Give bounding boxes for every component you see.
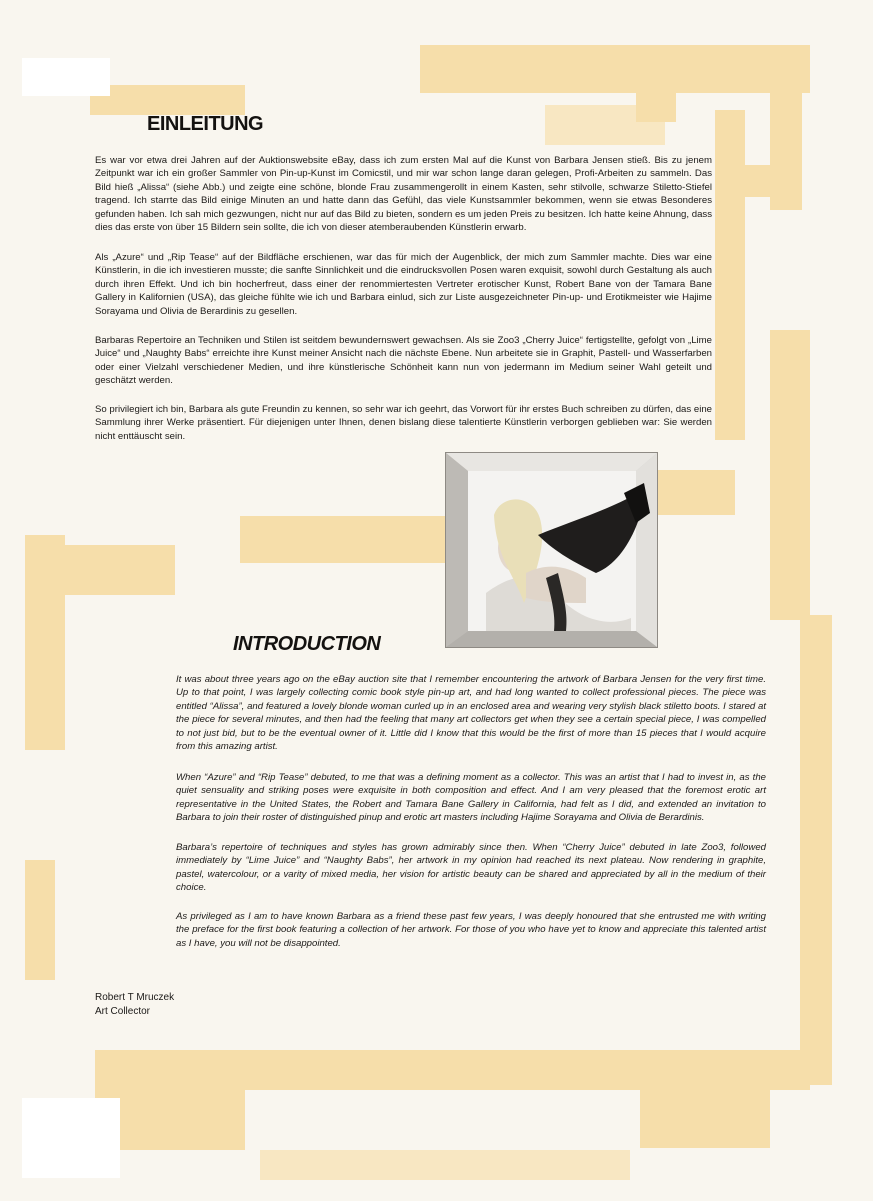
deco-right-column-upper xyxy=(715,110,745,440)
english-paragraph-1: It was about three years ago on the eBay auction site that I remember encountering the artwork of Barbara Jensen for the very first time. Up to that point, I was largely collecting comic book style pin-up art, and had long wanted to collect professional pieces. The piece was entitled “Alissa”, and featured a lovely blonde woman curled up in an enclosed area and wearing very stylish black stiletto boots. I stared at the piece for several minutes, and then had the feeling that many art collectors get when they see a certain special piece, I was compelled to not just bid, but to be the eventual owner of it. Little did I know that this would be the first of more than 15 pieces that I would acquire from this amazing artist. xyxy=(176,674,766,753)
deco-middle-right-bar xyxy=(655,470,735,515)
signature-block xyxy=(95,991,174,1019)
artwork-image xyxy=(445,452,658,648)
deco-top-bar xyxy=(420,45,810,93)
german-paragraph-1: Es war vor etwa drei Jahren auf der Auktionswebsite eBay, dass ich zum ersten Mal auf die Kunst von Barbara Jensen stieß. Bis zu jenem Zeitpunkt war ich ein großer Sammler von Pin-up-Kunst im Comicstil, und mir war schon lange daran gelegen, Profi-Arbeiten zu sammeln. Das Bild hieß „Alissa“ (siehe Abb.) und zeigte eine schöne, blonde Frau zusammengerollt in einem Kasten, sehr stilvolle, schwarze Stiletto-Stiefel tragend. Ich starrte das Bild einige Minuten an und hatte dann das Gefühl, das viele Kunstsammler bekommen, wenn sie etwas Besonderes gefunden haben. Ich sah mich gezwungen, nicht nur auf das Bild zu bieten, sondern es um jeden Preis zu besitzen. Ich hatte keine Ahnung, dass dies das erste von über 15 Bildern sein sollte, die ich von dieser atemberaubenden Künstlerin erwarb. xyxy=(95,155,712,234)
blank-box-bottom-left xyxy=(22,1098,120,1178)
artwork-illustration xyxy=(446,453,657,647)
deco-small-square xyxy=(636,92,676,122)
deco-left-bar xyxy=(25,545,175,595)
deco-bottom-strip xyxy=(260,1150,630,1180)
signature-name: Robert T Mruczek xyxy=(95,992,175,1003)
deco-right-vertical xyxy=(770,90,802,210)
deco-bottom-bar xyxy=(95,1050,810,1090)
english-paragraph-2: When “Azure” and “Rip Tease” debuted, to me that was a defining moment as a collector. This was an artist that I had to invest in, as the quiet sensuality and striking poses were exquisite in both composition and effect. And I am very pleased that the foremost erotic art representative in the United States, the Robert and Tamara Bane Gallery in California, had felt as I did, and extended an invitation to Barbara to join their roster of distinguished pinup and erotic art masters including Hajime Sorayama and Olivia de Berardinis. xyxy=(176,772,766,824)
german-heading: EINLEITUNG xyxy=(147,113,264,135)
deco-middle-bar xyxy=(240,516,450,563)
english-paragraph-3: Barbara’s repertoire of techniques and styles has grown admirably since then. When “Cherry Juice” debuted in late Zoo3, followed immediately by “Lime Juice” and “Naughty Babs”, her artwork in my opinion had reached its next plateau. Now rendering in graphite, pastel, watercolour, or a varity of mixed media, her vision for artistic beauty can be shared and appreciated by all in the medium of their choice. xyxy=(176,842,766,894)
german-paragraph-3: Barbaras Repertoire an Techniken und Stilen ist seitdem bewundernswert gewachsen. Als sie Zoo3 „Cherry Juice“ fertigstellte, gefolgt von „Lime Juice“ und „Naughty Babs“ erreichte ihre Kunst meiner Ansicht nach die nächste Ebene. Nun arbeitete sie in Graphit, Pastell- und Wasserfarben oder einer Vielzahl verschiedener Medien, und ihre künstlerische Schönheit kann nun von jedermann im Medium seiner Wahl geteilt und geschätzt werden. xyxy=(95,335,712,387)
deco-left-lower xyxy=(25,860,55,980)
deco-top-left-bar xyxy=(90,85,245,115)
german-paragraph-2: Als „Azure“ und „Rip Tease“ auf der Bildfläche erschienen, war das für mich der Augenblick, der mich zum Sammler machte. Dies war eine Künstlerin, in die ich investieren musste; die sanfte Sinnlichkeit und die eindrucksvollen Posen waren exquisit, sowohl durch Gestaltung als auch durch ihren Effekt. Und ich bin hocherfreut, dass einer der renommiertesten Vertreter erotischer Kunst, Robert Bane von der Tamara Bane Gallery in Kalifornien (USA), das gleiche fühlte wie ich und Barbara einlud, sich zur Liste ausgezeichneter Pin-up- und Erotikmeister wie Hajime Sorayama und Olivia de Berardinis zu gesellen. xyxy=(95,252,712,317)
deco-right-bottom-column xyxy=(800,615,832,1085)
signature-title: Art Collector xyxy=(95,1006,151,1017)
deco-right-step xyxy=(770,330,810,620)
german-paragraph-4: So privilegiert ich bin, Barbara als gute Freundin zu kennen, so sehr war ich geehrt, das Vorwort für ihr erstes Buch schreiben zu dürfen, das eine Sammlung ihrer Werke präsentiert. Für diejenigen unter Ihnen, denen bislang diese talentierte Künstlerin verborgen geblieben war: Sie werden nicht enttäuscht sein. xyxy=(95,404,712,442)
deco-bottom-right xyxy=(640,1088,770,1148)
english-heading: INTRODUCTION xyxy=(233,633,381,655)
english-paragraph-4: As privileged as I am to have known Barbara as a friend these past few years, I was deeply honoured that she entrusted me with writing the preface for the first book featuring a collection of her artwork. For those of you who have yet to know and appreciate this talented artist as I have, you will not be disappointed. xyxy=(176,911,766,949)
blank-box-top-left xyxy=(22,58,110,96)
